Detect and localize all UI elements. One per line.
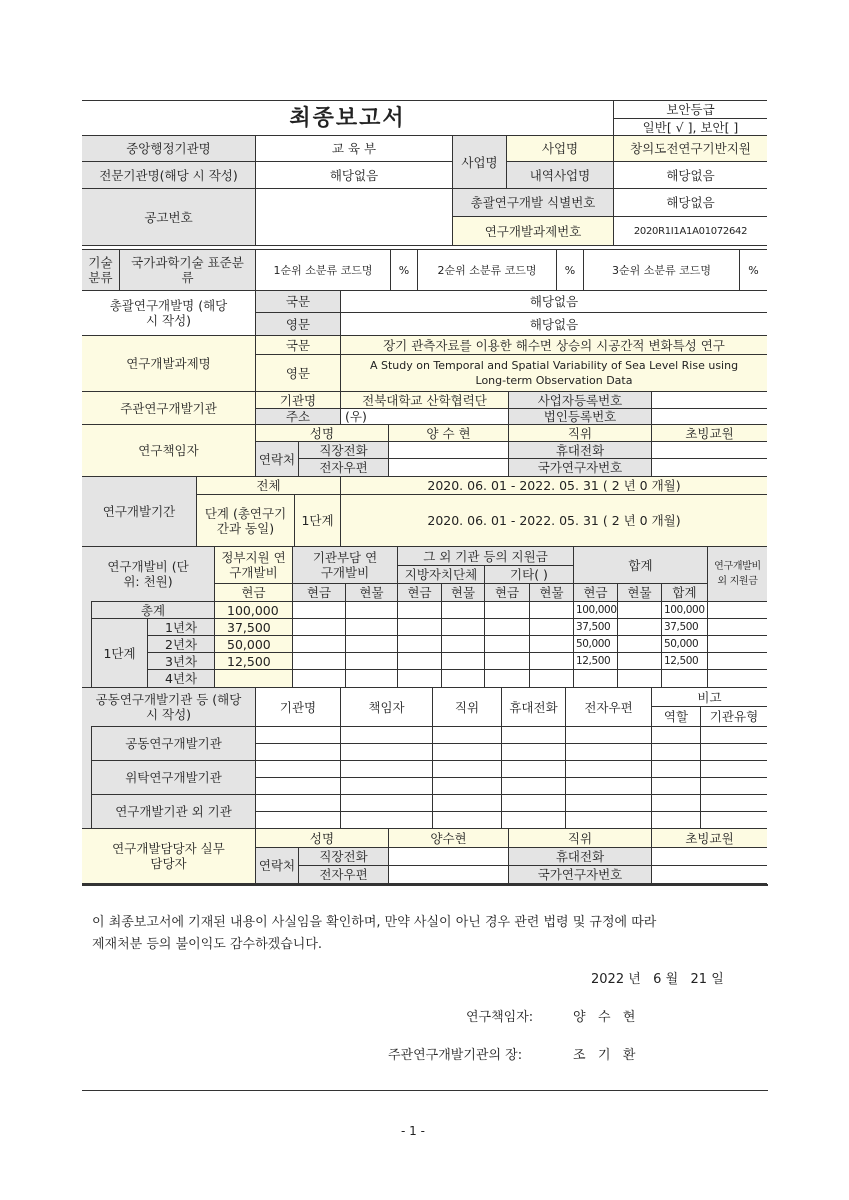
gov-cash-header: 현금 <box>214 583 293 602</box>
pi-mobile-label: 휴대전화 <box>508 441 652 459</box>
pi-email-label: 전자우편 <box>298 458 389 477</box>
pi-contact-label: 연락처 <box>255 441 299 477</box>
pi-mobile-value <box>651 441 767 459</box>
budget-y2-gov: 50,000 <box>214 635 293 653</box>
staff-office-phone-label: 직장전화 <box>298 847 389 866</box>
statement-line-1: 이 최종보고서에 기재된 내용이 사실임을 확인하며, 만약 사실이 아닌 경우 관련 법령 및 규정에 따라 <box>92 915 657 930</box>
notice-no-value <box>255 188 453 246</box>
signature-pi-label: 연구책임자: <box>466 1010 534 1025</box>
biz-no-value <box>651 391 767 409</box>
statement-line-2: 제재처분 등의 불이익도 감수하겠습니다. <box>92 937 323 952</box>
budget-total-sum-cash: 100,000 <box>573 601 618 619</box>
staff-name-label: 성명 <box>255 828 389 848</box>
budget-y3-sum-cash: 12,500 <box>573 652 618 670</box>
budget-row-y1-label: 1년차 <box>147 618 215 636</box>
central-agency-value: 교 육 부 <box>255 135 453 162</box>
budget-row-y3-label: 3년차 <box>147 652 215 670</box>
project-title-label: 연구개발과제명 <box>82 335 256 392</box>
central-agency-label: 중앙행정기관명 <box>82 135 256 162</box>
pi-position-value: 초빙교원 <box>651 424 767 442</box>
budget-y3-sum-total: 12,500 <box>661 652 708 670</box>
joint-col-org: 기관명 <box>255 687 341 727</box>
staff-label: 연구개발담당자 실무담당자 <box>82 828 256 884</box>
budget-outside-label: 연구개발비 외 지원금 <box>707 546 767 602</box>
tech-class-label: 기술 분류 <box>82 249 120 291</box>
budget-sum-label: 합계 <box>573 546 708 584</box>
etc-inkind-header: 현물 <box>529 583 574 602</box>
pi-office-phone-value <box>388 441 509 459</box>
project-kor-label: 국문 <box>255 335 341 355</box>
subprogram-label: 내역사업명 <box>506 161 614 189</box>
budget-org-label: 기관부담 연구개발비 <box>292 546 398 584</box>
local-cash-header: 현금 <box>397 583 442 602</box>
notice-no-label: 공고번호 <box>82 188 256 246</box>
page-number: - 1 - <box>401 1124 425 1138</box>
project-eng-label: 영문 <box>255 354 341 392</box>
rank3-code: 3순위 소분류 코드명 <box>583 249 740 291</box>
staff-name-value: 양수현 <box>388 828 509 848</box>
program-label: 사업명 <box>506 135 614 162</box>
budget-gov-label: 정부지원 연구개발비 <box>214 546 293 584</box>
signature-head-name: 조 기 환 <box>573 1048 636 1063</box>
security-label: 보안등급 <box>613 101 767 119</box>
period-stage1-value: 2020. 06. 01 - 2022. 05. 31 ( 2 년 0 개월) <box>340 494 767 547</box>
address-label: 주소 <box>255 408 341 425</box>
sum-inkind-header: 현물 <box>617 583 662 602</box>
pi-label: 연구책임자 <box>82 424 256 477</box>
project-eng-value: A Study on Temporal and Spatial Variability of Sea Level Rise using Long-term Observation Data <box>340 354 767 392</box>
page-title: 최종보고서 <box>82 101 614 136</box>
staff-position-value: 초빙교원 <box>651 828 767 848</box>
host-org-label: 주관연구개발기관 <box>82 391 256 425</box>
umbrella-kor-value: 해당없음 <box>340 290 767 313</box>
biz-no-label: 사업자등록번호 <box>508 391 652 409</box>
pi-office-phone-label: 직장전화 <box>298 441 389 459</box>
umbrella-id-value: 해당없음 <box>613 188 767 217</box>
staff-contact-label: 연락처 <box>255 847 299 884</box>
joint-col-mobile: 휴대전화 <box>501 687 566 727</box>
period-stage-label: 단계 (총연구기간과 동일) <box>196 494 295 547</box>
rank2-code: 2순위 소분류 코드명 <box>417 249 557 291</box>
pi-name-label: 성명 <box>255 424 389 442</box>
rank1-code: 1순위 소분류 코드명 <box>255 249 391 291</box>
rank3-percent: % <box>739 249 767 291</box>
budget-y2-sum-total: 50,000 <box>661 635 708 653</box>
joint-row-label-1: 공동연구개발기관 <box>91 726 256 761</box>
umbrella-eng-label: 영문 <box>255 312 341 336</box>
rank1-percent: % <box>390 249 418 291</box>
budget-stage-label: 1단계 <box>91 618 148 688</box>
staff-mobile-label: 휴대전화 <box>508 847 652 866</box>
pi-researcher-no-value <box>651 458 767 477</box>
host-name-value: 전북대학교 산학협력단 <box>340 391 509 409</box>
joint-type-label: 기관유형 <box>700 706 767 727</box>
corp-no-value <box>651 408 767 425</box>
staff-researcher-no-value <box>651 865 767 884</box>
joint-label: 공동연구개발기관 등 (해당 시 작성) <box>82 687 256 727</box>
program-value: 창의도전연구기반지원 <box>613 135 767 162</box>
period-label: 연구개발기간 <box>82 476 197 547</box>
budget-row-y4-label: 4년차 <box>147 669 215 688</box>
subprogram-value: 해당없음 <box>613 161 767 189</box>
program-group-label: 사업명 <box>452 135 507 189</box>
signature-pi-name: 양 수 현 <box>573 1010 636 1025</box>
budget-y3-gov: 12,500 <box>214 652 293 670</box>
host-name-label: 기관명 <box>255 391 341 409</box>
report-date: 2022 년 6 월 21 일 <box>591 972 724 987</box>
period-total-value: 2020. 06. 01 - 2022. 05. 31 ( 2 년 0 개월) <box>340 476 767 495</box>
table-bottom-rule <box>82 884 768 886</box>
signature-head-label: 주관연구개발기관의 장: <box>388 1048 523 1063</box>
org-cash-header: 현금 <box>292 583 346 602</box>
sum-cash-header: 현금 <box>573 583 618 602</box>
budget-y1-sum-total: 37,500 <box>661 618 708 636</box>
staff-researcher-no-label: 국가연구자번호 <box>508 865 652 884</box>
project-kor-value: 장기 관측자료를 이용한 해수면 상승의 시공간적 변화특성 연구 <box>340 335 767 355</box>
umbrella-id-label: 총괄연구개발 식별번호 <box>452 188 614 217</box>
budget-label: 연구개발비 (단위: 천원) <box>82 546 215 602</box>
project-no-label: 연구개발과제번호 <box>452 216 614 246</box>
budget-row-total-label: 총계 <box>91 601 215 619</box>
org-inkind-header: 현물 <box>345 583 398 602</box>
pi-email-value <box>388 458 509 477</box>
pi-position-label: 직위 <box>508 424 652 442</box>
umbrella-name-label: 총괄연구개발명 (해당 시 작성) <box>82 290 256 336</box>
joint-col-manager: 책임자 <box>340 687 433 727</box>
budget-y2-sum-cash: 50,000 <box>573 635 618 653</box>
joint-row-label-2: 위탁연구개발기관 <box>91 760 256 795</box>
project-no-value: 2020R1I1A1A01072642 <box>613 216 767 246</box>
joint-col-position: 직위 <box>432 687 502 727</box>
std-class-label: 국가과학기술 표준분류 <box>119 249 256 291</box>
joint-role-label: 역할 <box>651 706 701 727</box>
staff-office-phone-value <box>388 847 509 866</box>
budget-y4-sum-cash <box>573 669 618 688</box>
staff-email-label: 전자우편 <box>298 865 389 884</box>
rank2-percent: % <box>556 249 584 291</box>
pi-researcher-no-label: 국가연구자번호 <box>508 458 652 477</box>
corp-no-label: 법인등록번호 <box>508 408 652 425</box>
budget-total-gov: 100,000 <box>214 601 293 619</box>
budget-total-sum-total: 100,000 <box>661 601 708 619</box>
budget-etc-label: 기타( ) <box>484 565 574 584</box>
joint-col-email: 전자우편 <box>565 687 652 727</box>
umbrella-kor-label: 국문 <box>255 290 341 313</box>
budget-y1-sum-cash: 37,500 <box>573 618 618 636</box>
pi-name-value: 양 수 현 <box>388 424 509 442</box>
expert-agency-label: 전문기관명(해당 시 작성) <box>82 161 256 189</box>
budget-y1-gov: 37,500 <box>214 618 293 636</box>
sum-total-header: 합계 <box>661 583 708 602</box>
joint-remark-label: 비고 <box>651 687 767 707</box>
staff-email-value <box>388 865 509 884</box>
local-inkind-header: 현물 <box>441 583 485 602</box>
budget-local-label: 지방자치단체 <box>397 565 485 584</box>
staff-mobile-value <box>651 847 767 866</box>
address-value: (우) <box>340 408 509 425</box>
budget-y4-sum-total <box>661 669 708 688</box>
umbrella-eng-value: 해당없음 <box>340 312 767 336</box>
etc-cash-header: 현금 <box>484 583 530 602</box>
budget-other-label: 그 외 기관 등의 지원금 <box>397 546 574 566</box>
period-total-label: 전체 <box>196 476 341 495</box>
budget-row-y2-label: 2년차 <box>147 635 215 653</box>
footer-rule <box>82 1090 768 1091</box>
security-value: 일반[ √ ], 보안[ ] <box>613 118 767 136</box>
staff-position-label: 직위 <box>508 828 652 848</box>
period-stage1-label: 1단계 <box>294 494 341 547</box>
joint-row-label-3: 연구개발기관 외 기관 <box>91 794 256 829</box>
expert-agency-value: 해당없음 <box>255 161 453 189</box>
budget-y4-gov <box>214 669 293 688</box>
